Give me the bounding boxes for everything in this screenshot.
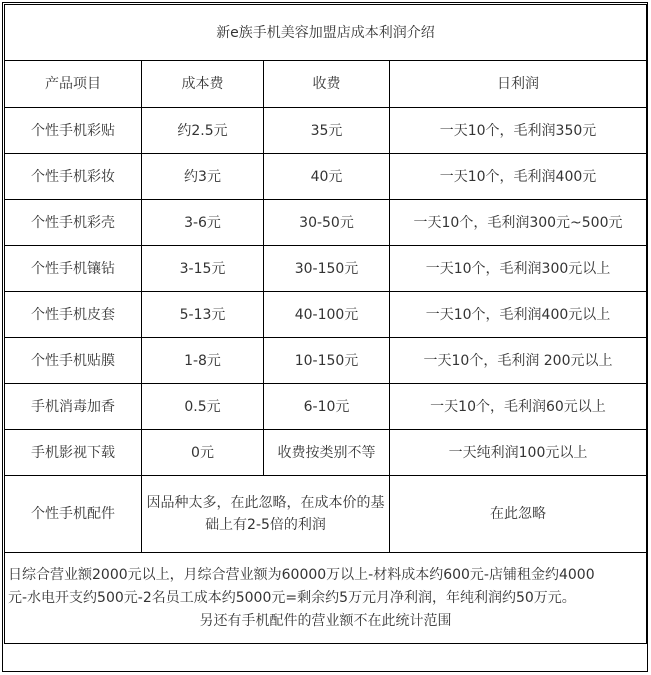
cost-cell: 1-8元 [142, 338, 264, 384]
profit-cell: 一天10个，毛利润300元以上 [390, 246, 647, 292]
table-row [5, 292, 647, 338]
header-row [5, 61, 647, 108]
accessory-profit-cell: 在此忽略 [390, 476, 647, 553]
summary-cell [5, 553, 647, 644]
title-row [5, 5, 647, 61]
cost-cell: 3-6元 [142, 200, 264, 246]
item-cell: 手机影视下载 [5, 430, 142, 476]
accessory-note-cell: 因品种太多，在此忽略，在成本价的基础上有2-5倍的利润 [142, 476, 390, 553]
table-row [5, 384, 647, 430]
fee-cell: 40-100元 [264, 292, 390, 338]
profit-cell: 一天10个，毛利润60元以上 [390, 384, 647, 430]
fee-cell: 收费按类别不等 [264, 430, 390, 476]
fee-cell: 6-10元 [264, 384, 390, 430]
profit-cell: 一天10个，毛利润300元~500元 [390, 200, 647, 246]
profit-cell: 一天10个，毛利润400元以上 [390, 292, 647, 338]
cost-cell: 0元 [142, 430, 264, 476]
fee-cell: 30-150元 [264, 246, 390, 292]
cost-cell: 约3元 [142, 154, 264, 200]
column-header-fee: 收费 [264, 61, 390, 108]
cost-cell: 0.5元 [142, 384, 264, 430]
table-row [5, 108, 647, 154]
table-row [5, 154, 647, 200]
item-cell: 个性手机彩贴 [5, 108, 142, 154]
item-cell: 个性手机皮套 [5, 292, 142, 338]
fee-cell: 10-150元 [264, 338, 390, 384]
summary-line-2: 元-水电开支约500元-2名员工成本约5000元=剩余约5万元月净利润，年纯利润约50万元。 [8, 589, 576, 606]
column-header-cost: 成本费 [142, 61, 264, 108]
profit-cell: 一天纯利润100元以上 [390, 430, 647, 476]
fee-cell: 40元 [264, 154, 390, 200]
item-cell: 个性手机贴膜 [5, 338, 142, 384]
fee-cell: 30-50元 [264, 200, 390, 246]
item-cell: 个性手机镶钻 [5, 246, 142, 292]
table-row [5, 200, 647, 246]
profit-cell: 一天10个，毛利润 200元以上 [390, 338, 647, 384]
fee-cell: 35元 [264, 108, 390, 154]
table-row [5, 338, 647, 384]
item-cell: 个性手机彩妆 [5, 154, 142, 200]
cost-cell: 5-13元 [142, 292, 264, 338]
summary-line-1: 日综合营业额2000元以上，月综合营业额为60000万以上-材料成本约600元-店铺租金约4000 [8, 566, 595, 583]
item-cell: 手机消毒加香 [5, 384, 142, 430]
table-title: 新e族手机美容加盟店成本利润介绍 [5, 5, 647, 61]
column-header-item: 产品项目 [5, 61, 142, 108]
item-cell: 个性手机彩壳 [5, 200, 142, 246]
profit-cell: 一天10个，毛利润400元 [390, 154, 647, 200]
table-row [5, 430, 647, 476]
cost-cell: 3-15元 [142, 246, 264, 292]
summary-row [5, 553, 647, 644]
table-row [5, 246, 647, 292]
accessory-item-cell: 个性手机配件 [5, 476, 142, 553]
column-header-profit: 日利润 [390, 61, 647, 108]
profit-cell: 一天10个，毛利润350元 [390, 108, 647, 154]
cost-profit-table [4, 4, 647, 644]
accessory-row [5, 476, 647, 553]
cost-cell: 约2.5元 [142, 108, 264, 154]
summary-line-3: 另还有手机配件的营业额不在此统计范围 [199, 612, 452, 629]
